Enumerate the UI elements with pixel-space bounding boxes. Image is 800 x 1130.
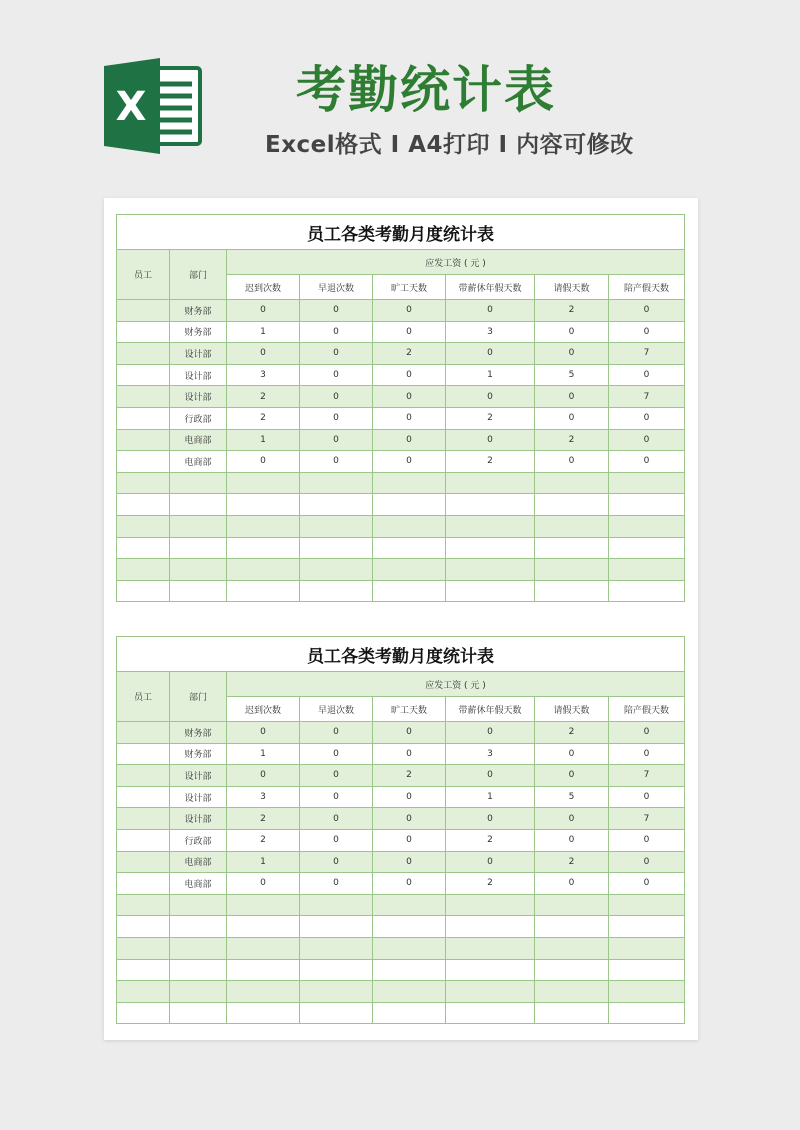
cell-employee xyxy=(117,786,170,808)
cell-department: 设计部 xyxy=(170,343,227,365)
cell-value xyxy=(446,494,535,516)
cell-value: 3 xyxy=(446,743,535,765)
subheader: 带薪休年假天数 xyxy=(446,275,535,300)
table-row xyxy=(117,343,685,365)
cell-value: 2 xyxy=(446,407,535,429)
table-row xyxy=(117,829,685,851)
table-row xyxy=(117,559,685,581)
cell-value xyxy=(373,515,446,537)
cell-department: 电商部 xyxy=(170,451,227,473)
cell-value: 0 xyxy=(609,829,685,851)
cell-value: 0 xyxy=(446,343,535,365)
cell-department xyxy=(170,959,227,981)
cell-value: 0 xyxy=(227,873,300,895)
header-group: 应发工资 ( 元 ) xyxy=(227,672,685,697)
cell-value xyxy=(300,959,373,981)
table-row xyxy=(117,808,685,830)
cell-value xyxy=(446,916,535,938)
cell-value: 0 xyxy=(300,786,373,808)
cell-value: 0 xyxy=(446,808,535,830)
cell-value xyxy=(535,537,609,559)
cell-value xyxy=(300,537,373,559)
cell-value xyxy=(227,959,300,981)
cell-value xyxy=(446,981,535,1003)
cell-value xyxy=(300,472,373,494)
cell-department xyxy=(170,537,227,559)
cell-value xyxy=(300,937,373,959)
cell-value: 3 xyxy=(227,364,300,386)
cell-value xyxy=(609,894,685,916)
cell-employee xyxy=(117,959,170,981)
cell-value: 0 xyxy=(373,407,446,429)
cell-department xyxy=(170,1002,227,1024)
cell-employee xyxy=(117,386,170,408)
subheader: 旷工天数 xyxy=(373,275,446,300)
cell-value: 0 xyxy=(300,407,373,429)
cell-value: 0 xyxy=(300,300,373,322)
cell-value: 2 xyxy=(227,386,300,408)
cell-value xyxy=(609,559,685,581)
table-row xyxy=(117,916,685,938)
page-headline: 考勤统计表 xyxy=(296,61,556,119)
cell-value xyxy=(373,937,446,959)
cell-value xyxy=(373,580,446,602)
cell-value: 0 xyxy=(373,722,446,744)
cell-value: 2 xyxy=(446,451,535,473)
table-row xyxy=(117,537,685,559)
cell-department: 财务部 xyxy=(170,321,227,343)
cell-value: 2 xyxy=(535,722,609,744)
cell-value xyxy=(227,515,300,537)
cell-value: 1 xyxy=(227,851,300,873)
cell-value: 0 xyxy=(535,765,609,787)
cell-value xyxy=(300,559,373,581)
cell-value xyxy=(373,959,446,981)
cell-value: 0 xyxy=(609,300,685,322)
cell-value: 0 xyxy=(609,873,685,895)
cell-value: 0 xyxy=(227,451,300,473)
cell-value: 0 xyxy=(446,300,535,322)
cell-value xyxy=(446,580,535,602)
cell-value: 0 xyxy=(300,386,373,408)
header-employee: 员工 xyxy=(117,250,170,300)
cell-employee xyxy=(117,743,170,765)
cell-value xyxy=(535,494,609,516)
cell-value: 1 xyxy=(227,743,300,765)
cell-value: 0 xyxy=(446,722,535,744)
cell-value: 0 xyxy=(300,451,373,473)
table-row xyxy=(117,472,685,494)
cell-employee xyxy=(117,321,170,343)
cell-department: 设计部 xyxy=(170,386,227,408)
cell-employee xyxy=(117,808,170,830)
cell-department xyxy=(170,472,227,494)
header-employee: 员工 xyxy=(117,672,170,722)
cell-value xyxy=(535,580,609,602)
excel-logo-icon xyxy=(104,58,202,154)
table-title: 员工各类考勤月度统计表 xyxy=(117,215,685,250)
cell-value: 0 xyxy=(300,851,373,873)
cell-value xyxy=(446,515,535,537)
cell-value: 1 xyxy=(227,321,300,343)
cell-value xyxy=(227,916,300,938)
cell-department: 设计部 xyxy=(170,808,227,830)
cell-value: 0 xyxy=(300,743,373,765)
cell-value xyxy=(373,894,446,916)
cell-value xyxy=(535,559,609,581)
cell-value xyxy=(227,981,300,1003)
table-row xyxy=(117,407,685,429)
cell-value: 0 xyxy=(300,873,373,895)
cell-value: 0 xyxy=(609,786,685,808)
cell-value xyxy=(373,494,446,516)
cell-value: 0 xyxy=(609,451,685,473)
cell-value xyxy=(446,894,535,916)
cell-value: 0 xyxy=(609,429,685,451)
cell-employee xyxy=(117,851,170,873)
table-title: 员工各类考勤月度统计表 xyxy=(117,637,685,672)
table-row xyxy=(117,937,685,959)
cell-value xyxy=(609,959,685,981)
cell-value: 0 xyxy=(535,451,609,473)
cell-value: 7 xyxy=(609,343,685,365)
cell-employee xyxy=(117,537,170,559)
cell-value: 0 xyxy=(535,407,609,429)
cell-value xyxy=(609,916,685,938)
cell-value: 0 xyxy=(373,429,446,451)
cell-value: 0 xyxy=(609,722,685,744)
table-row xyxy=(117,722,685,744)
cell-value: 0 xyxy=(227,343,300,365)
cell-value: 2 xyxy=(535,429,609,451)
cell-value: 2 xyxy=(535,851,609,873)
cell-value xyxy=(535,916,609,938)
cell-value: 0 xyxy=(373,851,446,873)
subheader: 陪产假天数 xyxy=(609,275,685,300)
cell-employee xyxy=(117,722,170,744)
cell-value: 0 xyxy=(609,321,685,343)
cell-value: 0 xyxy=(300,722,373,744)
cell-value: 0 xyxy=(609,407,685,429)
cell-value: 5 xyxy=(535,786,609,808)
cell-value: 0 xyxy=(609,743,685,765)
subheader: 旷工天数 xyxy=(373,697,446,722)
cell-value: 0 xyxy=(300,765,373,787)
cell-value xyxy=(535,472,609,494)
cell-value: 0 xyxy=(373,786,446,808)
cell-employee xyxy=(117,981,170,1003)
cell-value: 0 xyxy=(373,829,446,851)
table-row xyxy=(117,894,685,916)
cell-department: 电商部 xyxy=(170,873,227,895)
cell-department: 设计部 xyxy=(170,765,227,787)
cell-department: 电商部 xyxy=(170,851,227,873)
table-row xyxy=(117,515,685,537)
cell-value: 0 xyxy=(300,364,373,386)
cell-employee xyxy=(117,407,170,429)
cell-value: 0 xyxy=(373,321,446,343)
cell-value xyxy=(300,515,373,537)
cell-department: 电商部 xyxy=(170,429,227,451)
cell-employee xyxy=(117,429,170,451)
cell-value: 0 xyxy=(446,851,535,873)
cell-employee xyxy=(117,894,170,916)
cell-value: 2 xyxy=(373,765,446,787)
cell-value: 0 xyxy=(300,343,373,365)
cell-value: 7 xyxy=(609,765,685,787)
cell-value: 0 xyxy=(535,873,609,895)
cell-value: 2 xyxy=(373,343,446,365)
cell-value: 0 xyxy=(373,386,446,408)
cell-value: 0 xyxy=(373,743,446,765)
subheader: 请假天数 xyxy=(535,697,609,722)
subheader: 迟到次数 xyxy=(227,275,300,300)
cell-employee xyxy=(117,364,170,386)
cell-value: 2 xyxy=(227,829,300,851)
cell-value: 0 xyxy=(535,829,609,851)
cell-value xyxy=(300,580,373,602)
cell-value: 0 xyxy=(609,364,685,386)
cell-value xyxy=(227,472,300,494)
cell-value: 0 xyxy=(535,808,609,830)
cell-employee xyxy=(117,765,170,787)
cell-department xyxy=(170,894,227,916)
table-row xyxy=(117,386,685,408)
cell-value xyxy=(446,959,535,981)
table-row xyxy=(117,451,685,473)
cell-value: 7 xyxy=(609,386,685,408)
cell-value: 0 xyxy=(535,386,609,408)
cell-department xyxy=(170,916,227,938)
cell-value xyxy=(535,981,609,1003)
cell-value: 0 xyxy=(227,300,300,322)
logo-letter: X xyxy=(115,84,147,130)
header-department: 部门 xyxy=(170,250,227,300)
table-row xyxy=(117,743,685,765)
table-row xyxy=(117,959,685,981)
cell-value: 2 xyxy=(227,808,300,830)
attendance-table-1 xyxy=(116,214,685,602)
header-group: 应发工资 ( 元 ) xyxy=(227,250,685,275)
cell-value: 0 xyxy=(535,743,609,765)
cell-value xyxy=(300,494,373,516)
cell-department xyxy=(170,559,227,581)
subheader: 陪产假天数 xyxy=(609,697,685,722)
cell-value xyxy=(227,537,300,559)
cell-value xyxy=(609,472,685,494)
cell-employee xyxy=(117,300,170,322)
cell-value xyxy=(373,559,446,581)
table-row xyxy=(117,580,685,602)
cell-department xyxy=(170,981,227,1003)
table-row xyxy=(117,300,685,322)
cell-value: 1 xyxy=(227,429,300,451)
cell-value: 0 xyxy=(535,321,609,343)
cell-value: 2 xyxy=(446,873,535,895)
cell-value xyxy=(535,937,609,959)
cell-value: 2 xyxy=(535,300,609,322)
subheader: 迟到次数 xyxy=(227,697,300,722)
cell-value xyxy=(373,537,446,559)
cell-value xyxy=(373,916,446,938)
cell-value xyxy=(300,1002,373,1024)
table-row xyxy=(117,494,685,516)
cell-department: 行政部 xyxy=(170,407,227,429)
cell-employee xyxy=(117,451,170,473)
cell-value xyxy=(535,959,609,981)
cell-value xyxy=(609,1002,685,1024)
cell-value: 0 xyxy=(227,765,300,787)
cell-value xyxy=(609,981,685,1003)
cell-value: 2 xyxy=(446,829,535,851)
cell-value: 0 xyxy=(300,429,373,451)
cell-value: 0 xyxy=(373,364,446,386)
cell-department: 财务部 xyxy=(170,300,227,322)
cell-value xyxy=(227,937,300,959)
table-row xyxy=(117,429,685,451)
cell-department: 财务部 xyxy=(170,722,227,744)
cell-department: 行政部 xyxy=(170,829,227,851)
cell-value: 0 xyxy=(609,851,685,873)
page-subheadline: Excel格式 I A4打印 I 内容可修改 xyxy=(265,132,634,158)
cell-value: 0 xyxy=(300,829,373,851)
cell-value: 3 xyxy=(227,786,300,808)
table-row xyxy=(117,321,685,343)
cell-employee xyxy=(117,580,170,602)
table-row xyxy=(117,364,685,386)
cell-employee xyxy=(117,1002,170,1024)
cell-employee xyxy=(117,515,170,537)
cell-value xyxy=(535,515,609,537)
cell-employee xyxy=(117,494,170,516)
cell-employee xyxy=(117,472,170,494)
cell-value xyxy=(609,537,685,559)
cell-value: 5 xyxy=(535,364,609,386)
cell-value xyxy=(373,472,446,494)
cell-value: 7 xyxy=(609,808,685,830)
cell-value xyxy=(609,580,685,602)
cell-value xyxy=(535,1002,609,1024)
cell-value xyxy=(227,1002,300,1024)
table-row xyxy=(117,786,685,808)
cell-value: 0 xyxy=(373,451,446,473)
cell-department xyxy=(170,937,227,959)
table-row xyxy=(117,765,685,787)
table-row xyxy=(117,1002,685,1024)
subheader: 带薪休年假天数 xyxy=(446,697,535,722)
cell-department: 设计部 xyxy=(170,786,227,808)
cell-value xyxy=(446,937,535,959)
cell-value xyxy=(609,494,685,516)
cell-value xyxy=(609,515,685,537)
attendance-table-2 xyxy=(116,636,685,1024)
cell-value: 1 xyxy=(446,364,535,386)
cell-employee xyxy=(117,559,170,581)
header-department: 部门 xyxy=(170,672,227,722)
cell-employee xyxy=(117,873,170,895)
cell-value xyxy=(446,537,535,559)
cell-value xyxy=(227,580,300,602)
cell-department xyxy=(170,515,227,537)
cell-department: 设计部 xyxy=(170,364,227,386)
cell-value: 0 xyxy=(300,321,373,343)
subheader: 早退次数 xyxy=(300,697,373,722)
cell-value xyxy=(609,937,685,959)
cell-value: 0 xyxy=(227,722,300,744)
table-row xyxy=(117,851,685,873)
cell-value: 0 xyxy=(535,343,609,365)
cell-value: 2 xyxy=(227,407,300,429)
cell-value: 1 xyxy=(446,786,535,808)
cell-department xyxy=(170,580,227,602)
cell-value xyxy=(300,981,373,1003)
cell-department: 财务部 xyxy=(170,743,227,765)
cell-value xyxy=(227,894,300,916)
cell-employee xyxy=(117,937,170,959)
table-row xyxy=(117,981,685,1003)
cell-employee xyxy=(117,829,170,851)
cell-value: 0 xyxy=(373,873,446,895)
cell-value xyxy=(300,894,373,916)
table-row xyxy=(117,873,685,895)
cell-value: 0 xyxy=(446,429,535,451)
cell-value xyxy=(227,559,300,581)
cell-value xyxy=(300,916,373,938)
cell-value xyxy=(227,494,300,516)
cell-value: 3 xyxy=(446,321,535,343)
subheader: 请假天数 xyxy=(535,275,609,300)
cell-value xyxy=(446,559,535,581)
cell-employee xyxy=(117,343,170,365)
cell-value: 0 xyxy=(446,386,535,408)
cell-employee xyxy=(117,916,170,938)
cell-value: 0 xyxy=(373,808,446,830)
cell-value: 0 xyxy=(373,300,446,322)
cell-value xyxy=(373,981,446,1003)
subheader: 早退次数 xyxy=(300,275,373,300)
cell-value xyxy=(446,472,535,494)
cell-department xyxy=(170,494,227,516)
cell-value xyxy=(535,894,609,916)
cell-value xyxy=(446,1002,535,1024)
cell-value: 0 xyxy=(446,765,535,787)
cell-value: 0 xyxy=(300,808,373,830)
cell-value xyxy=(373,1002,446,1024)
